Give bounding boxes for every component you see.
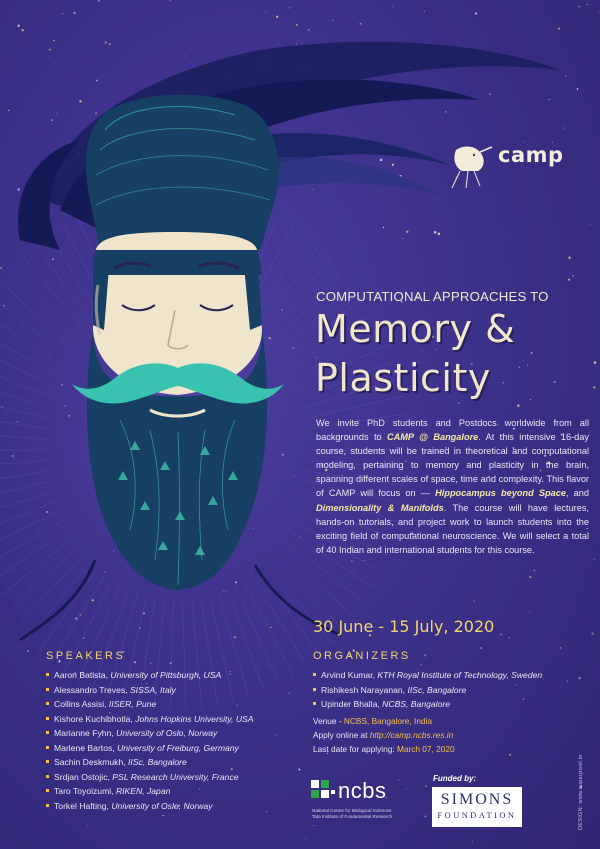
person-affiliation: Johns Hopkins University, USA bbox=[135, 713, 254, 724]
star bbox=[564, 127, 565, 128]
person-affiliation: IISc, Bangalore bbox=[128, 757, 187, 767]
star bbox=[554, 381, 556, 383]
title-line-1: Memory & bbox=[315, 307, 516, 351]
person-affiliation: University of Freiburg, Germany bbox=[117, 742, 239, 753]
intro-highlight-dimensionality: Dimensionality & Manifolds bbox=[316, 502, 444, 513]
star bbox=[305, 838, 306, 839]
star bbox=[17, 24, 19, 26]
star bbox=[560, 647, 562, 649]
star bbox=[313, 825, 314, 826]
star bbox=[577, 88, 579, 90]
star bbox=[424, 654, 426, 656]
star bbox=[298, 768, 300, 770]
intro-highlight-hippocampus: Hippocampus beyond Space bbox=[435, 488, 566, 499]
star bbox=[332, 20, 333, 21]
star bbox=[87, 825, 88, 826]
list-item bbox=[46, 799, 254, 814]
star bbox=[363, 560, 364, 561]
person-name: Aaron Batista, bbox=[54, 670, 111, 680]
star bbox=[480, 647, 482, 649]
star bbox=[398, 780, 399, 781]
deadline-value: March 07, 2020 bbox=[396, 744, 455, 754]
simons-logo-word: SIMONS bbox=[440, 791, 514, 808]
person-name: Taro Toyoizumi, bbox=[54, 786, 116, 796]
star bbox=[579, 6, 581, 8]
star bbox=[51, 119, 52, 120]
star bbox=[458, 402, 460, 404]
deadline-line bbox=[313, 744, 455, 754]
star bbox=[568, 279, 570, 281]
star bbox=[62, 13, 63, 14]
star bbox=[27, 650, 29, 652]
star bbox=[473, 600, 474, 601]
star bbox=[392, 6, 393, 7]
person-name: Arvind Kumar, bbox=[321, 670, 378, 680]
organizers-heading: ORGANIZERS bbox=[313, 650, 411, 662]
deadline-label: Last date for applying: bbox=[313, 744, 397, 754]
star bbox=[567, 681, 569, 683]
star bbox=[438, 233, 440, 235]
star bbox=[162, 815, 164, 817]
title-line-2: Plasticity bbox=[315, 356, 491, 400]
star bbox=[509, 754, 511, 756]
list-item bbox=[313, 683, 542, 698]
star bbox=[184, 56, 185, 57]
star bbox=[289, 7, 290, 8]
star bbox=[489, 94, 490, 95]
speakers-list bbox=[46, 668, 254, 813]
star bbox=[276, 735, 277, 736]
star bbox=[0, 267, 1, 268]
star bbox=[266, 811, 267, 812]
star bbox=[568, 257, 570, 259]
person-affiliation: SISSA, Italy bbox=[129, 684, 176, 695]
person-affiliation: KTH Royal Institute of Technology, Sweden bbox=[377, 670, 543, 680]
person-name: Alessandro Treves, bbox=[54, 684, 130, 695]
funded-by-label: Funded by: bbox=[433, 774, 477, 783]
star bbox=[351, 560, 353, 562]
star bbox=[96, 80, 98, 82]
person-affiliation: University of Oslo, Norway bbox=[111, 800, 213, 811]
star bbox=[506, 237, 507, 238]
star bbox=[527, 365, 528, 366]
venue-line bbox=[313, 716, 432, 726]
star bbox=[296, 24, 298, 26]
supertitle: COMPUTATIONAL APPROACHES TO bbox=[316, 289, 549, 304]
ncbs-logo-squares bbox=[311, 780, 335, 798]
star bbox=[104, 41, 107, 44]
star bbox=[472, 841, 473, 842]
speakers-heading: SPEAKERS bbox=[46, 650, 126, 662]
star bbox=[572, 275, 574, 277]
intro-paragraph bbox=[316, 416, 589, 557]
star bbox=[53, 40, 55, 42]
list-item bbox=[46, 770, 254, 785]
list-item bbox=[46, 683, 254, 698]
course-dates: 30 June - 15 July, 2020 bbox=[313, 617, 495, 636]
list-item bbox=[46, 741, 254, 756]
star bbox=[98, 0, 100, 2]
person-name: Marlene Bartos, bbox=[54, 742, 118, 753]
ncbs-subtitle bbox=[312, 808, 452, 820]
list-item bbox=[46, 784, 254, 799]
intro-text-2: . At this intensive 16-day course, students will be trained in theoretical and computational modeling, pertaining to memory and plasticity in the brain, spanning different scales of space, time and complexity. This flavor of CAMP will focus on — bbox=[316, 432, 589, 499]
intro-text-3: , and bbox=[565, 488, 589, 499]
star bbox=[587, 4, 588, 5]
apply-label: Apply online at bbox=[313, 730, 370, 740]
person-affiliation: University of Oslo, Norway bbox=[116, 728, 218, 738]
star bbox=[134, 661, 136, 663]
ncbs-line-2: Tata Institute of Fundamental Research bbox=[312, 814, 393, 819]
star bbox=[308, 29, 310, 31]
star bbox=[599, 12, 600, 13]
venue-value: NCBS, Bangalore, India bbox=[343, 716, 433, 726]
simons-logo-subtitle: FOUNDATION bbox=[437, 811, 517, 820]
star bbox=[500, 633, 502, 635]
star bbox=[590, 224, 591, 225]
star bbox=[565, 75, 566, 76]
star bbox=[529, 612, 530, 613]
star bbox=[424, 11, 425, 12]
star bbox=[523, 360, 524, 361]
star bbox=[519, 366, 521, 368]
star bbox=[56, 113, 57, 114]
intro-highlight-camp: CAMP @ Bangalore bbox=[386, 432, 479, 443]
list-item bbox=[313, 697, 542, 712]
star bbox=[502, 382, 504, 384]
star bbox=[392, 164, 394, 166]
list-item bbox=[313, 668, 542, 683]
star bbox=[265, 11, 266, 12]
person-name: Collins Assisi, bbox=[54, 699, 109, 709]
star bbox=[18, 188, 20, 190]
star bbox=[383, 227, 384, 228]
intro-text-4: . The course will have lectures, hands-on tutorials, and project work to launch students into the exciting field of computational neuroscience. We will select a total of 40 Indian and international students for this course. bbox=[316, 502, 589, 555]
star bbox=[425, 785, 427, 787]
list-item bbox=[46, 668, 254, 683]
person-affiliation: RIKEN, Japan bbox=[115, 786, 171, 796]
star bbox=[49, 58, 50, 59]
ncbs-logo-word: ncbs bbox=[338, 778, 387, 803]
person-name: Torkel Hafting, bbox=[54, 800, 112, 811]
star bbox=[434, 231, 437, 234]
star bbox=[95, 112, 97, 114]
apply-line bbox=[313, 730, 453, 740]
star bbox=[403, 238, 404, 239]
camp-bird-logo bbox=[452, 146, 492, 188]
star bbox=[296, 44, 297, 45]
star bbox=[150, 663, 151, 664]
design-credit-text: DESIGN: www.superpixel.in bbox=[578, 754, 584, 830]
star bbox=[169, 0, 171, 1]
apply-link[interactable]: http://camp.ncbs.res.in bbox=[369, 730, 454, 740]
star bbox=[475, 12, 477, 14]
person-name: Rishikesh Narayanan, bbox=[321, 684, 408, 695]
star bbox=[109, 43, 111, 45]
person-affiliation: IISc, Bangalore bbox=[407, 684, 467, 695]
star bbox=[406, 788, 407, 789]
star bbox=[530, 399, 531, 400]
star bbox=[534, 570, 535, 571]
person-affiliation: University of Pittsburgh, USA bbox=[110, 670, 222, 680]
star bbox=[8, 110, 9, 111]
star bbox=[312, 189, 313, 190]
person-name: Srdjan Ostojic, bbox=[54, 771, 113, 782]
star bbox=[276, 16, 278, 18]
star bbox=[21, 29, 24, 32]
star bbox=[406, 231, 408, 233]
person-affiliation: NCBS, Bangalore bbox=[382, 699, 450, 709]
list-item bbox=[46, 726, 254, 741]
star bbox=[529, 576, 531, 578]
person-affiliation: PSL Research University, France bbox=[112, 771, 239, 782]
person-name: Sachin Deskmukh, bbox=[54, 757, 129, 767]
person-name: Marianne Fyhn, bbox=[54, 728, 117, 738]
list-item bbox=[46, 712, 254, 727]
camp-logo-word: camp bbox=[498, 143, 564, 167]
star bbox=[558, 27, 560, 29]
star bbox=[594, 559, 595, 560]
star bbox=[445, 111, 446, 112]
star bbox=[289, 693, 290, 694]
star bbox=[380, 159, 383, 162]
star bbox=[341, 157, 342, 158]
list-item bbox=[46, 755, 254, 770]
star bbox=[578, 677, 580, 679]
hair-bun bbox=[86, 95, 279, 250]
star bbox=[593, 386, 595, 388]
list-item bbox=[46, 697, 254, 712]
star bbox=[517, 405, 519, 407]
star bbox=[531, 352, 533, 354]
person-name: Upinder Bhalla, bbox=[321, 699, 383, 709]
star bbox=[49, 49, 51, 51]
star bbox=[594, 361, 597, 364]
star bbox=[508, 637, 510, 639]
star bbox=[360, 23, 362, 25]
person-name: Kishore Kuchibhotla, bbox=[54, 713, 136, 724]
star bbox=[591, 632, 593, 634]
organizers-list bbox=[313, 668, 542, 712]
star bbox=[79, 100, 81, 102]
intro-text-1: We invite PhD students and Postdocs worldwide from all backgrounds to bbox=[316, 418, 589, 443]
star bbox=[73, 12, 75, 14]
person-affiliation: IISER, Pune bbox=[108, 699, 157, 709]
star bbox=[548, 98, 550, 100]
ncbs-line-1: National Centre for Biological Sciences bbox=[312, 808, 392, 813]
star bbox=[420, 664, 421, 665]
star bbox=[543, 679, 544, 680]
venue-label: Venue - bbox=[313, 716, 344, 726]
